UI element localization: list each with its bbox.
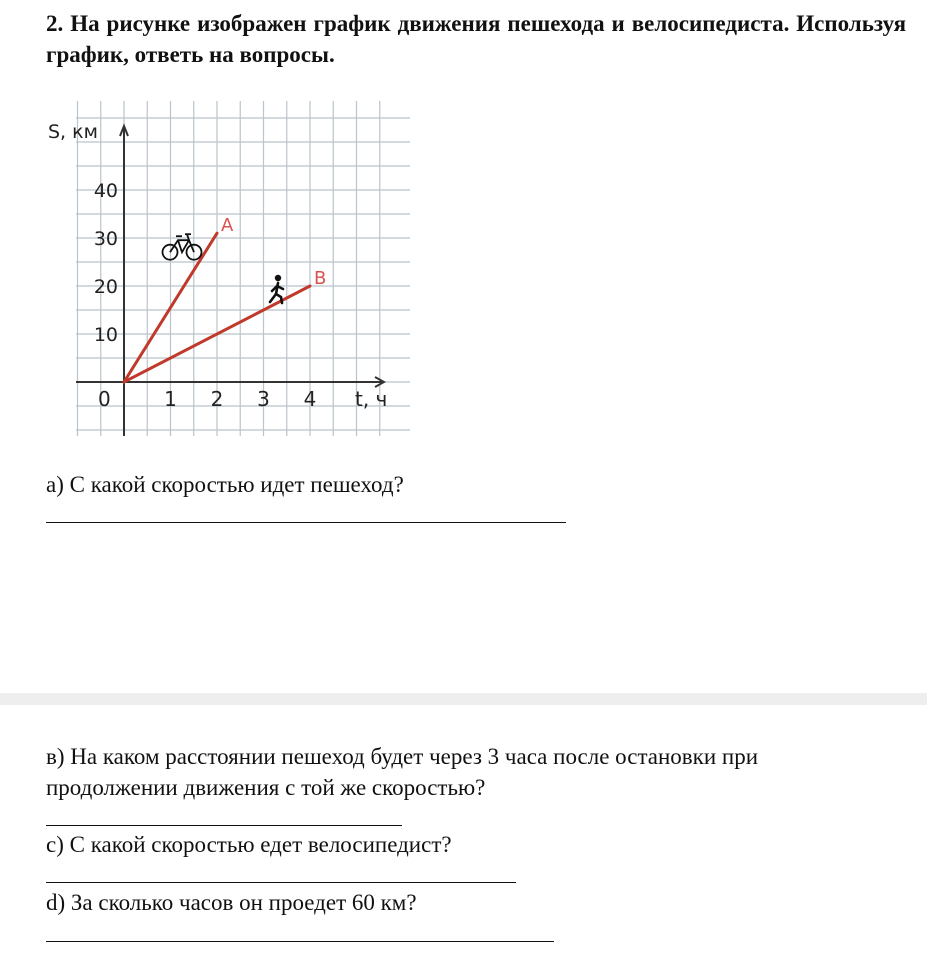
y-tick-label: 10 — [93, 324, 118, 346]
task-number: 2. — [46, 11, 64, 36]
series-label-a: A — [221, 215, 234, 237]
motion-chart — [40, 96, 420, 441]
series-label-b: B — [314, 268, 327, 289]
answer-line-c[interactable] — [46, 882, 516, 883]
question-b-line2: продолжении движения с той же скоростью? — [46, 775, 486, 800]
answer-line-b[interactable] — [46, 825, 402, 826]
question-c: с) С какой скоростью едет велосипедист? — [46, 832, 452, 857]
question-a: а) С какой скоростью идет пешеход? — [46, 472, 404, 497]
answer-line-a[interactable] — [46, 522, 566, 523]
question-b-line1: в) На каком расстоянии пешеход будет через 3 часа после остановки при — [46, 744, 759, 769]
y-tick-label: 40 — [93, 180, 118, 202]
y-tick-label: 20 — [93, 276, 118, 298]
x-tick-label: 4 — [303, 387, 317, 411]
question-d: d) За сколько часов он проедет 60 км? — [46, 890, 417, 915]
origin-label: 0 — [98, 387, 111, 411]
motion-chart-svg — [40, 96, 420, 441]
x-axis-label: t, ч — [355, 387, 388, 411]
task-statement: На рисунке изображен график движения пешехода и велосипедиста. Используя график, ответь на вопросы. — [46, 11, 907, 67]
x-tick-label: 3 — [257, 387, 270, 411]
chart-series — [124, 215, 326, 382]
x-tick-label: 1 — [164, 387, 177, 411]
task-title — [46, 8, 906, 70]
y-axis-label: S, км — [48, 121, 98, 143]
answer-line-d[interactable] — [46, 941, 554, 942]
worksheet-page-bottom — [0, 705, 927, 954]
chart-axes — [76, 126, 384, 436]
y-tick-label: 30 — [93, 228, 118, 250]
pedestrian-icon — [270, 275, 283, 303]
page-separator — [0, 693, 927, 705]
chart-grid — [76, 101, 410, 436]
x-tick-label: 2 — [210, 387, 224, 411]
